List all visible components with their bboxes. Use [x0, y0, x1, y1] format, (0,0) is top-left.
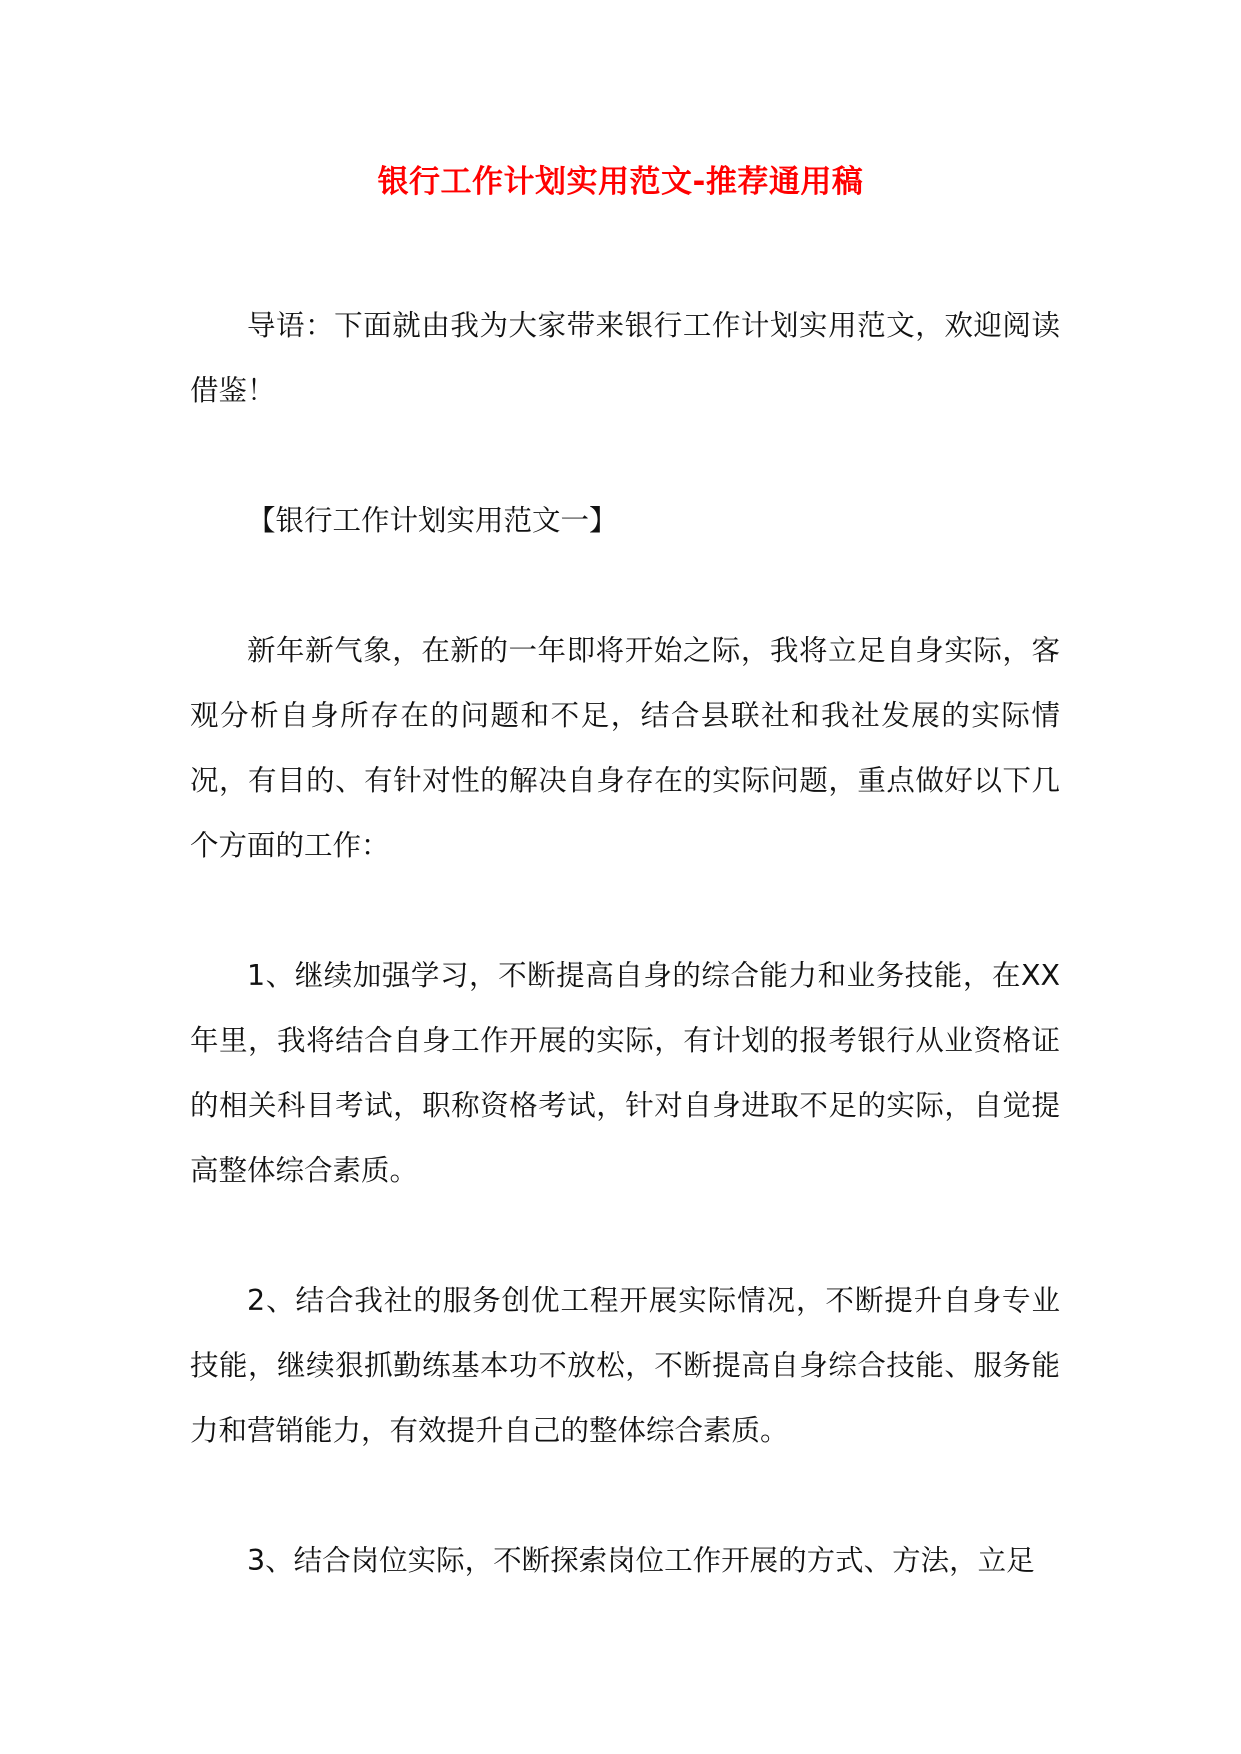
section-heading: 【银行工作计划实用范文一】 — [247, 504, 618, 537]
list-item-3: 3、结合岗位实际，不断探索岗位工作开展的方式、方法，立足 — [247, 1544, 1035, 1577]
body-paragraph: 新年新气象，在新的一年即将开始之际，我将立足自身实际，客观分析自身所存在的问题和不足，结合县联社和我社发展的实际情况，有目的、有针对性的解决自身存在的实际问题，重点做好以下几个方面的工作： — [190, 634, 1060, 862]
list-item-1: 1、继续加强学习，不断提高自身的综合能力和业务技能，在XX年里，我将结合自身工作开展的实际，有计划的报考银行从业资格证的相关科目考试，职称资格考试，针对自身进取不足的实际，自觉提高整体综合素质。 — [190, 959, 1060, 1187]
list-item-2: 2、结合我社的服务创优工程开展实际情况，不断提升自身专业技能，继续狠抓勤练基本功不放松，不断提高自身综合技能、服务能力和营销能力，有效提升自己的整体综合素质。 — [190, 1284, 1060, 1447]
document-title: 银行工作计划实用范文-推荐通用稿 — [377, 164, 864, 200]
intro-paragraph: 导语：下面就由我为大家带来银行工作计划实用范文，欢迎阅读借鉴！ — [190, 309, 1060, 407]
document-body — [190, 293, 1060, 1658]
